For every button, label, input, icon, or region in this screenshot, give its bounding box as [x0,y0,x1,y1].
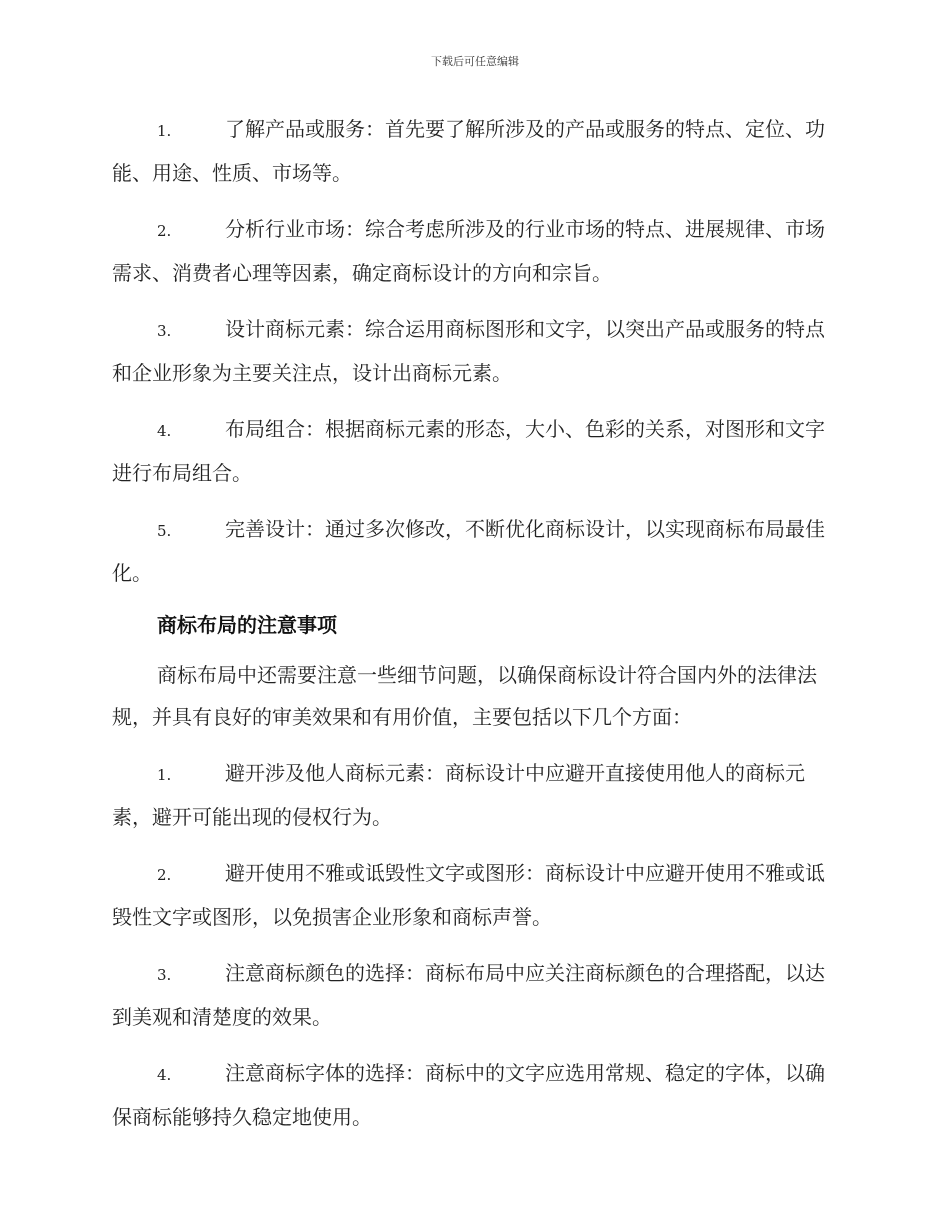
list-number: 1. [157,766,172,784]
list-number: 3. [157,966,172,984]
list-item [112,208,838,294]
section-intro-paragraph: 商标布局中还需要注意一些细节问题，以确保商标设计符合国内外的法律法规，并具有良好的审美效果和有用价值，主要包括以下几个方面： [112,663,817,729]
list-item [112,952,838,1038]
section-heading: 商标布局的注意事项 [157,613,337,637]
list-item [112,852,838,938]
page-header: 下载后可任意编辑 [431,55,519,68]
list-number: 2. [157,866,172,884]
list-text: 了解产品或服务：首先要了解所涉及的产品或服务的特点、定位、功能、用途、性质、市场等。 [112,117,825,185]
list-number: 2. [157,222,172,240]
document-body [112,108,838,1152]
list-text: 完善设计：通过多次修改，不断优化商标设计，以实现商标布局最佳化。 [112,517,825,585]
list-text: 注意商标颜色的选择：商标布局中应关注商标颜色的合理搭配，以达到美观和清楚度的效果。 [112,961,825,1029]
list-text: 设计商标元素：综合运用商标图形和文字，以突出产品或服务的特点和企业形象为主要关注点，设计出商标元素。 [112,317,825,385]
list-number: 3. [157,322,172,340]
list-text: 布局组合：根据商标元素的形态，大小、色彩的关系，对图形和文字进行布局组合。 [112,417,825,485]
list-item [112,108,838,194]
list-text: 注意商标字体的选择：商标中的文字应选用常规、稳定的字体，以确保商标能够持久稳定地使用。 [112,1061,825,1129]
list-number: 4. [157,1066,172,1084]
list-number: 4. [157,422,172,440]
list-text: 分析行业市场：综合考虑所涉及的行业市场的特点、进展规律、市场需求、消费者心理等因素，确定商标设计的方向和宗旨。 [112,217,825,285]
list-item [112,408,838,494]
list-text: 避开使用不雅或诋毁性文字或图形：商标设计中应避开使用不雅或诋毁性文字或图形，以免损害企业形象和商标声誉。 [112,861,825,929]
list-item [112,508,838,594]
list-item [112,308,838,394]
list-item [112,752,838,838]
list-text: 避开涉及他人商标元素：商标设计中应避开直接使用他人的商标元素，避开可能出现的侵权行为。 [112,761,805,829]
list-item [112,1052,838,1138]
list-number: 5. [157,522,172,540]
list-number: 1. [157,122,172,140]
